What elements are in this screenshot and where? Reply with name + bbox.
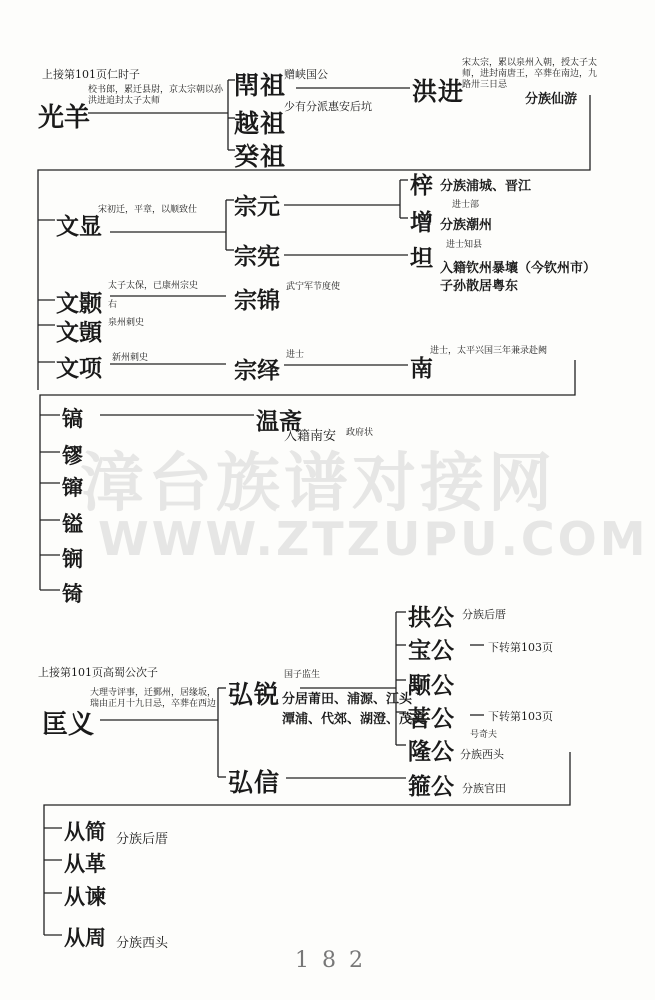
gen6-name-1: 梓 <box>410 172 433 199</box>
gen3b-name-4: 菩公 <box>408 705 454 732</box>
gen3b-note-1: 分族后厝 <box>462 608 506 621</box>
gen2b-name-2: 弘信 <box>228 768 281 797</box>
wenwei-note: 入籍南安 <box>284 429 337 444</box>
gen3b-name-6: 箍公 <box>408 773 454 800</box>
wenwei-name: 温斋 <box>256 408 302 435</box>
root-name-kuangyi: 匡义 <box>42 710 95 740</box>
watermark-chinese: 漳台族谱对接网 <box>80 447 556 521</box>
hongjin-branch: 分族仙游 <box>525 92 578 107</box>
gen6-note-3: 进士知县 <box>446 240 483 250</box>
gen6-note-2: 进士部 <box>452 200 480 210</box>
gen3b-name-1: 拱公 <box>408 604 454 631</box>
gen6-name-3: 坦 <box>410 245 433 272</box>
gen4-note-4: 新州刺史 <box>112 353 149 363</box>
gen3b-name-2: 宝公 <box>408 637 454 664</box>
gen5-name-4: 宗绎 <box>234 357 280 384</box>
gen7-name-3: 镩 <box>62 475 83 500</box>
hongjin-name: 洪进 <box>412 77 465 106</box>
gen3b-name-5: 隆公 <box>408 738 454 765</box>
gen3b-note-5: 分族西头 <box>460 748 504 761</box>
gen4-name-3: 文顗 <box>56 319 102 346</box>
gen2-name-3: 癸祖 <box>234 142 287 171</box>
gen6-note-4: 进士，太平兴国三年兼录赴阙 <box>430 346 548 356</box>
root-name-guangyang: 光羊 <box>38 103 91 133</box>
gen5-name-1: 宗元 <box>234 193 280 220</box>
gen7-name-2: 镠 <box>62 443 83 468</box>
gen4b-note-1: 分族后厝 <box>116 832 169 847</box>
gen4-subnote-2: 右 <box>108 300 118 310</box>
gen2b-branch-1b: 潭浦、代郊、湖澄、茂美 <box>282 712 426 727</box>
gen7-name-5: 锎 <box>62 546 83 571</box>
gen2-note-1: 赠峡国公 <box>284 68 328 81</box>
gen3b-note-6: 分族官田 <box>462 782 506 795</box>
root-note-guangyang: 校书郎，累迁县尉，京太宗朝以孙洪进追封太子太师 <box>88 85 224 106</box>
gen4-note-1: 宋初迁，平章，以顺致仕 <box>98 205 198 215</box>
source-note-1: 上接第101页仁时子 <box>42 68 140 81</box>
gen5-note-3: 武宁军节度使 <box>286 282 341 292</box>
gen4-name-1: 文显 <box>56 213 102 240</box>
gen6-branch-3a: 入籍钦州暴壤（今钦州市） <box>440 261 597 276</box>
gen7-name-4: 镒 <box>62 511 83 536</box>
gen2b-branch-1a: 分居莆田、浦源、江头 <box>282 692 413 707</box>
gen2-name-1: 閈祖 <box>234 71 287 100</box>
gen4-note-3: 泉州刺史 <box>108 318 145 328</box>
gen2-note-2: 少有分派惠安后坑 <box>284 100 372 113</box>
hongjin-note: 宋太宗，累以泉州入朝，授太子太师，进封南唐王，卒葬在南边，九路卅三日忌 <box>462 58 598 90</box>
watermark-url: WWW.ZTZUPU.COM <box>98 512 649 566</box>
gen4-note-2: 太子太保，已康州宗史 <box>108 281 199 291</box>
gen7-name-1: 镐 <box>62 406 83 431</box>
gen4b-note-4: 分族西头 <box>116 936 169 951</box>
gen6-branch-2: 分族潮州 <box>440 218 493 233</box>
gen4b-name-4: 从周 <box>64 925 106 950</box>
gen4b-name-2: 从革 <box>64 851 106 876</box>
gen6-branch-3b: 子孙散居粤东 <box>440 279 519 294</box>
gen6-note-1: 分族浦城、晋江 <box>440 179 532 194</box>
gen3b-note-2: 下转第103页 <box>488 641 553 654</box>
page-number: 1 8 2 <box>295 948 366 973</box>
gen4b-name-1: 从简 <box>64 819 106 844</box>
gen4b-name-3: 从谏 <box>64 884 106 909</box>
gen6-name-4: 南 <box>410 355 433 382</box>
source-note-2: 上接第101页高蜀公次子 <box>38 666 158 679</box>
gen7-name-6: 锜 <box>62 581 83 606</box>
gen2b-note-1: 国子监生 <box>284 670 321 680</box>
gen2b-name-1: 弘锐 <box>228 680 281 709</box>
gen3b-note-4: 下转第103页 <box>488 710 553 723</box>
gen4-name-2: 文颢 <box>56 290 102 317</box>
gen3b-name-3: 颙公 <box>408 672 454 699</box>
gen2-name-2: 越祖 <box>234 109 287 138</box>
wenwei-note2: 政府状 <box>346 428 374 438</box>
gen4-name-4: 文项 <box>56 355 102 382</box>
gen5-name-3: 宗锦 <box>234 287 280 314</box>
gen6-name-2: 增 <box>410 209 433 236</box>
gen5-name-2: 宗宪 <box>234 243 280 270</box>
gen5-note-4: 进士 <box>286 350 305 360</box>
gen3b-note-5-top: 号奇夫 <box>470 730 498 740</box>
root-note-kuangyi: 大理寺评事，迁鄞州，居缘坂，瑞由正月十九日忌，卒葬在西边 <box>90 688 217 709</box>
